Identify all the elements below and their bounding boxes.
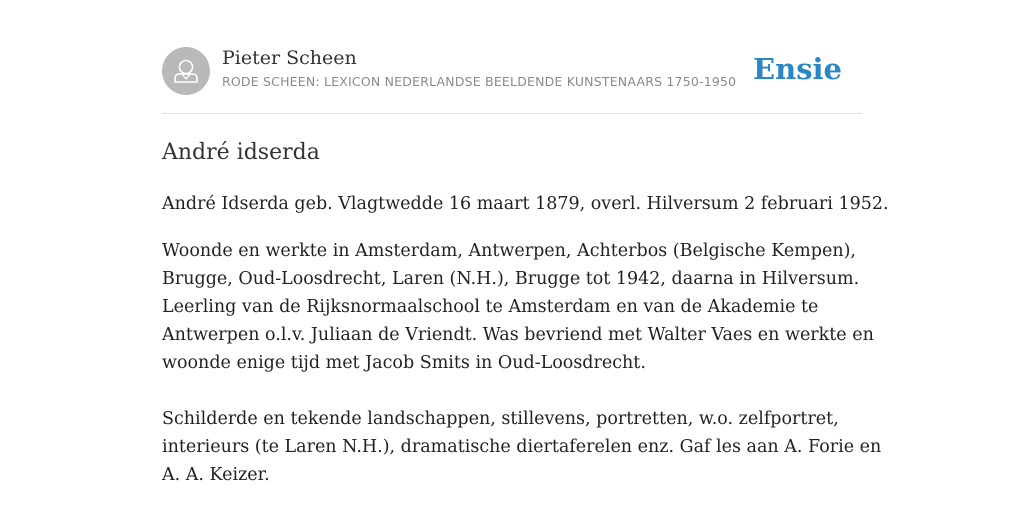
- paragraph-line: Leerling van de Rijksnormaalschool te Amsterdam en van de Akademie te: [162, 297, 819, 317]
- source-title[interactable]: RODE SCHEEN: LEXICON NEDERLANDSE BEELDENDE KUNSTENAARS 1750-1950: [222, 74, 737, 89]
- user-icon: [162, 47, 210, 95]
- paragraph-line: interieurs (te Laren N.H.), dramatische diertaferelen enz. Gaf les aan A. Forie en: [162, 437, 882, 457]
- paragraph-line: A. A. Keizer.: [162, 465, 270, 485]
- paragraph-line: Woonde en werkte in Amsterdam, Antwerpen, Achterbos (Belgische Kempen),: [162, 241, 856, 261]
- article-paragraph: [162, 190, 889, 218]
- article-paragraph: [162, 237, 874, 377]
- paragraph-line: woonde enige tijd met Jacob Smits in Oud-Loosdrecht.: [162, 353, 646, 373]
- avatar[interactable]: [162, 47, 210, 95]
- article-header: [162, 46, 862, 96]
- brand-logo[interactable]: Ensie: [753, 52, 842, 86]
- article-paragraph: [162, 405, 882, 489]
- paragraph-line: Brugge, Oud-Loosdrecht, Laren (N.H.), Brugge tot 1942, daarna in Hilversum.: [162, 269, 860, 289]
- article-title: André idserda: [162, 140, 320, 165]
- header-divider: [162, 113, 862, 114]
- article-card: [162, 0, 889, 512]
- paragraph-line: André Idserda geb. Vlagtwedde 16 maart 1879, overl. Hilversum 2 februari 1952.: [162, 194, 889, 214]
- author-name[interactable]: Pieter Scheen: [222, 47, 357, 69]
- paragraph-line: Antwerpen o.l.v. Juliaan de Vriendt. Was bevriend met Walter Vaes en werkte en: [162, 325, 874, 345]
- paragraph-line: Schilderde en tekende landschappen, stillevens, portretten, w.o. zelfportret,: [162, 409, 839, 429]
